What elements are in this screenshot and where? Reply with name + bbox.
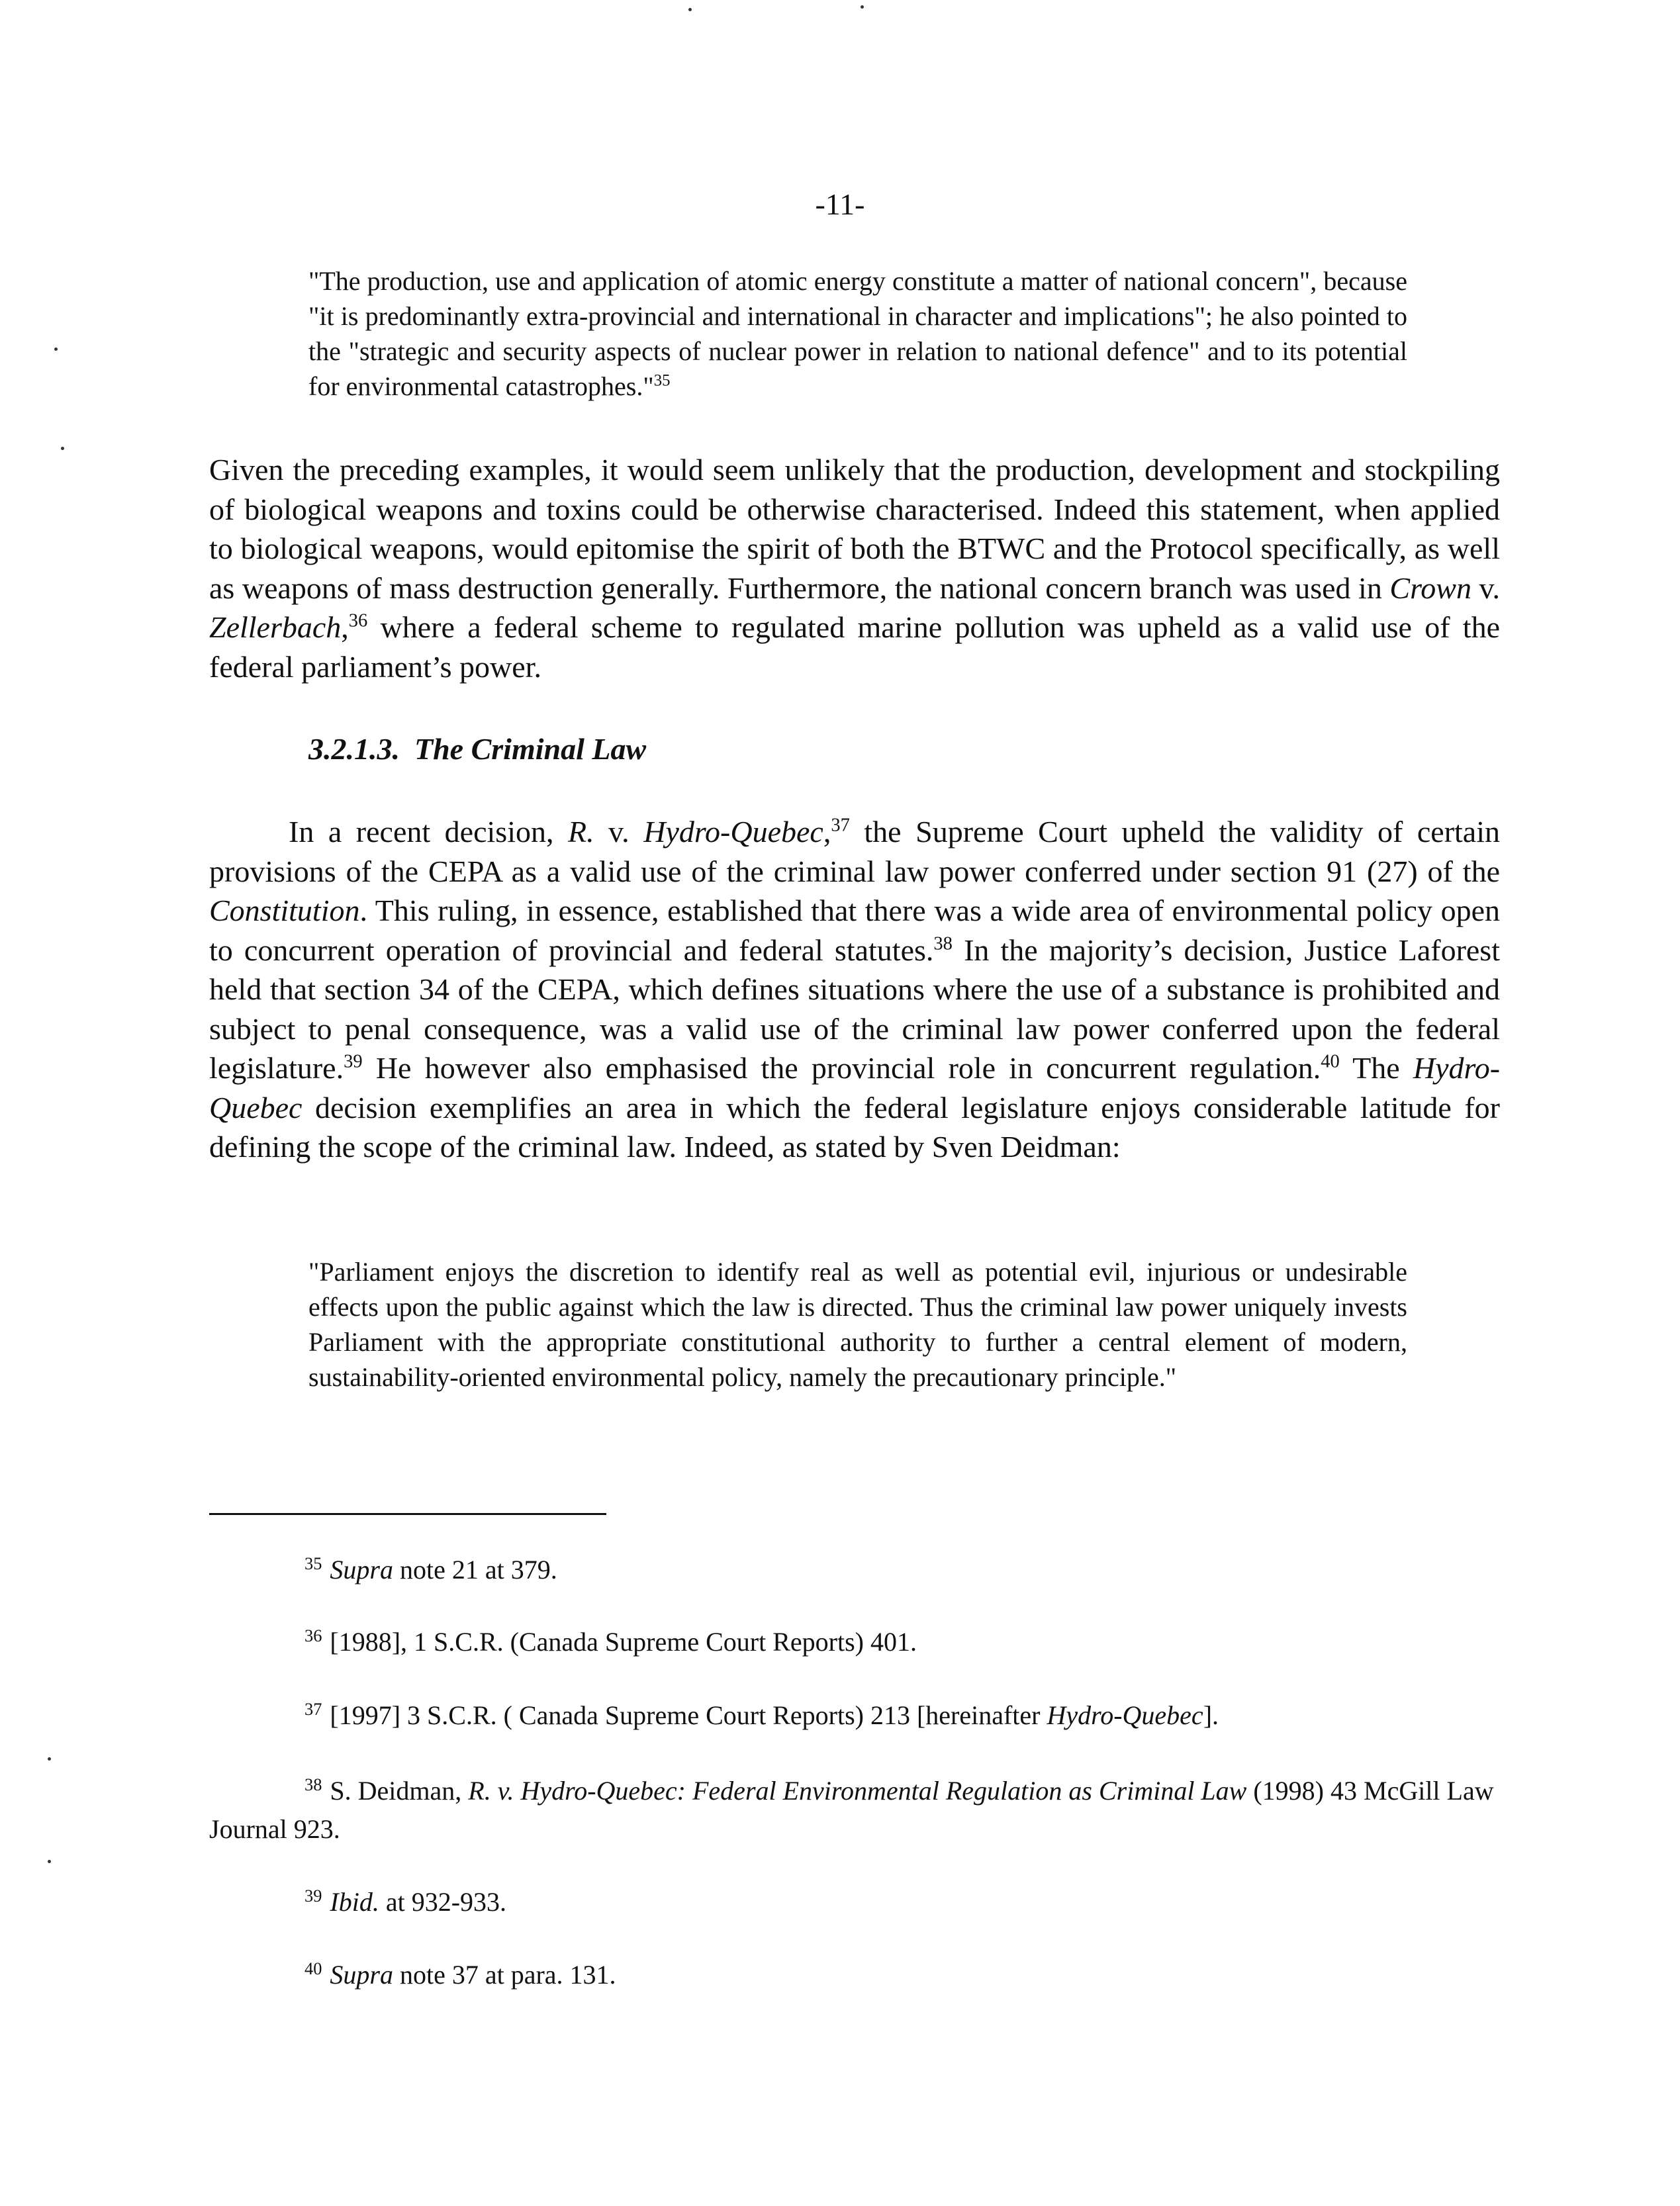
footnote-text-end: (1998) 43 McGill Law Journal 923.	[209, 1776, 1494, 1844]
case-name-zellerbach: Zellerbach	[209, 610, 342, 644]
footnote-number: 35	[304, 1553, 322, 1573]
scan-speck	[688, 8, 692, 11]
paragraph-text: In a recent decision,	[289, 815, 569, 849]
case-name-hydro-quebec: Hydro-Quebec	[209, 1051, 1501, 1125]
paragraph-criminal-law	[209, 812, 1500, 1167]
block-quote-atomic-energy	[308, 263, 1407, 404]
footnote-text: at 932-933.	[379, 1887, 507, 1917]
footnote-text: note 37 at para. 131.	[393, 1960, 616, 1990]
paragraph-text: Given the preceding examples, it would seem unlikely that the production, development and stockpiling of biological weapons and toxins could be otherwise characterised. Indeed this statement, when applied to biological weapons, would epitomise the spirit of both the BTWC and the Protocol specifically, as well as weapons of mass destruction generally. Furthermore, the national concern branch was used in	[209, 453, 1500, 605]
scan-speck	[61, 447, 64, 450]
footnote-text-end: ].	[1203, 1700, 1219, 1730]
footnote-text: note 21 at 379.	[393, 1555, 557, 1585]
case-name-r: R.	[568, 815, 594, 849]
footnote-ref-35: 35	[653, 371, 671, 390]
block-quote-deidman: "Parliament enjoys the discretion to identify real as well as potential evil, injurious or undesirable effects upon the public against which the law is directed. Thus the criminal law power uniquely invests Parliament with the appropriate constitutional authority to further a central element of modern, sustainability-oriented environmental policy, namely the precautionary principle."	[308, 1257, 1407, 1392]
section-title: The Criminal Law	[414, 732, 647, 766]
footnote-37	[209, 1696, 1500, 1735]
footnote-text: S. Deidman,	[330, 1776, 469, 1806]
footnote-separator	[209, 1513, 606, 1515]
footnote-39	[209, 1883, 1500, 1921]
scan-speck	[48, 1860, 51, 1863]
comma: ,	[823, 815, 831, 849]
page-number: -11-	[815, 187, 865, 221]
paragraph-text: He however also emphasised the provincial role in concurrent regulation.	[362, 1051, 1321, 1085]
footnote-number: 39	[304, 1885, 322, 1906]
footnote-ref-39: 39	[344, 1051, 363, 1072]
footnote-number: 36	[304, 1625, 322, 1645]
footnote-ref-38: 38	[933, 933, 953, 954]
paragraph-text: the Supreme Court upheld the validity of certain provisions of the CEPA as a valid use of the criminal law power conferred under section 91 (27) of the	[209, 815, 1501, 888]
footnote-ref-36: 36	[348, 610, 368, 631]
footnote-36	[209, 1623, 1500, 1661]
footnote-38	[209, 1772, 1500, 1849]
footnote-35	[209, 1551, 1500, 1589]
footnote-italic: Supra	[330, 1960, 393, 1990]
paragraph-text: where a federal scheme to regulated marine pollution was upheld as a valid use of the federal parliament’s power.	[209, 610, 1500, 684]
versus: v.	[1471, 571, 1501, 605]
scan-speck	[48, 1757, 51, 1761]
footnote-italic: Hydro-Quebec	[1047, 1700, 1203, 1730]
footnote-ref-37: 37	[831, 815, 850, 836]
paragraph-national-concern	[209, 450, 1500, 686]
footnote-text: [1997] 3 S.C.R. ( Canada Supreme Court Reports) 213 [hereinafter	[330, 1700, 1047, 1730]
versus: v.	[594, 815, 644, 849]
footnote-italic: Supra	[330, 1555, 393, 1585]
section-heading	[308, 731, 646, 766]
paragraph-text: The	[1339, 1051, 1413, 1085]
footnote-number: 37	[304, 1698, 322, 1719]
footnote-italic: Ibid.	[330, 1887, 379, 1917]
section-number: 3.2.1.3.	[308, 732, 400, 766]
scan-speck	[861, 5, 864, 9]
scan-speck	[54, 347, 58, 351]
footnote-text: [1988], 1 S.C.R. (Canada Supreme Court Reports) 401.	[330, 1627, 917, 1657]
constitution-title: Constitution	[209, 894, 360, 927]
case-name-hydro-quebec: Hydro-Quebec	[643, 815, 823, 849]
footnote-italic: R. v. Hydro-Quebec: Federal Environmental Regulation as Criminal Law	[468, 1776, 1247, 1806]
footnote-number: 38	[304, 1774, 322, 1794]
footnote-40	[209, 1956, 1500, 1994]
footnote-ref-40: 40	[1321, 1051, 1340, 1072]
comma: ,	[341, 610, 349, 644]
paragraph-text: In the majority’s decision, Justice Laforest held that section 34 of the CEPA, which defines situations where the use of a substance is prohibited and subject to penal consequence, was a valid use of the criminal law power conferred upon the federal legislature.	[209, 933, 1500, 1085]
footnote-number: 40	[304, 1958, 322, 1978]
case-name-crown: Crown	[1389, 571, 1471, 605]
paragraph-text: decision exemplifies an area in which the federal legislature enjoys considerable latitude for defining the scope of the criminal law. Indeed, as stated by Sven Deidman:	[209, 1090, 1500, 1164]
quote-text: "The production, use and application of atomic energy constitute a matter of national concern", because "it is predominantly extra-provincial and international in character and implications"; he also pointed to the "strategic and security aspects of nuclear power in relation to national defence" and to its potential for environmental catastrophes."	[308, 266, 1407, 401]
paragraph-text: . This ruling, in essence, established that there was a wide area of environmental policy open to concurrent operation of provincial and federal statutes.	[209, 894, 1500, 967]
